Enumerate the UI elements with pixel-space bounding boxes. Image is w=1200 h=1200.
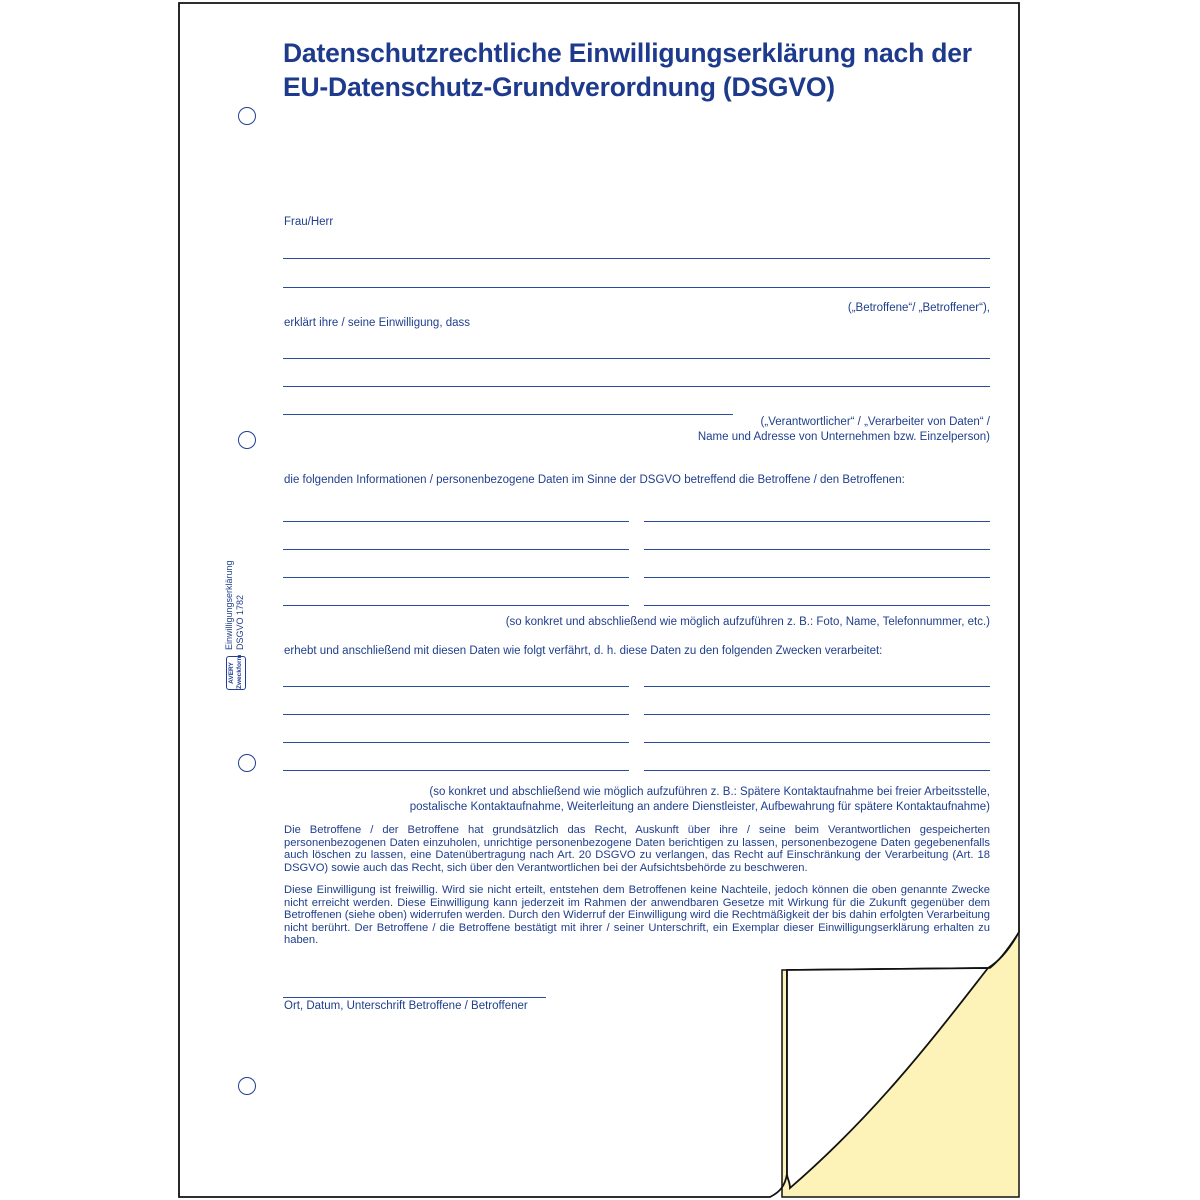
name-input-line-1[interactable] <box>283 258 990 259</box>
punch-hole-3 <box>238 754 256 772</box>
paragraph-rights: Die Betroffene / der Betroffene hat grundsätzlich das Recht, Auskunft über ihre / seine beim Verantwortlichen gespeicherten personenbezogenen Daten einzuholen, unrichtige personenbezogene Daten berichtigen zu lassen, personenbezogene Daten gegebenenfalls auch löschen zu lassen, eine Datenübertragung nach Art. 20 DSGVO zu verlangen, das Recht auf Einschränkung der Verarbeitung (Art. 18 DSGVO) sowie auch das Recht, sich über den Verantwortlichen bei der Aufsichtsbehörde zu beschweren. <box>284 824 990 874</box>
hint-daten: (so konkret und abschließend wie möglich aufzuführen z. B.: Foto, Name, Telefonnummer, etc.) <box>505 616 990 628</box>
data-input-left-4[interactable] <box>283 605 629 606</box>
form-sheet <box>178 2 1020 1198</box>
label-signature: Ort, Datum, Unterschrift Betroffene / Betroffener <box>284 1000 528 1012</box>
hint-zwecke-1: (so konkret und abschließend wie möglich aufzuführen z. B.: Spätere Kontaktaufnahme bei freier Arbeitsstelle, <box>429 786 990 798</box>
data-input-right-1[interactable] <box>644 521 990 522</box>
signature-line[interactable] <box>283 997 546 998</box>
label-erklaert: erklärt ihre / seine Einwilligung, dass <box>284 317 471 329</box>
data-input-right-4[interactable] <box>644 605 990 606</box>
label-zwecke: erhebt und anschließend mit diesen Daten wie folgt verfährt, d. h. diese Daten zu den folgenden Zwecken verarbeitet: <box>284 645 883 657</box>
name-input-line-2[interactable] <box>283 287 990 288</box>
side-product-label <box>220 540 260 690</box>
purpose-input-left-4[interactable] <box>283 770 629 771</box>
side-text-line-2: DSGVO 1782 <box>235 594 245 650</box>
label-verantwortlicher-1: („Verantwortlicher“ / „Verarbeiter von Daten“ / <box>760 416 990 428</box>
purpose-input-right-3[interactable] <box>644 742 990 743</box>
sheet-outline <box>178 2 1020 1198</box>
purpose-input-right-2[interactable] <box>644 714 990 715</box>
purpose-input-left-1[interactable] <box>283 686 629 687</box>
side-product-text <box>224 560 246 650</box>
controller-input-line-3[interactable] <box>283 414 733 415</box>
purpose-input-right-1[interactable] <box>644 686 990 687</box>
punch-hole-2 <box>238 431 256 449</box>
brand-line-1: AVERY <box>228 662 235 684</box>
data-input-right-3[interactable] <box>644 577 990 578</box>
controller-input-line-1[interactable] <box>283 358 990 359</box>
paragraph-voluntary: Diese Einwilligung ist freiwillig. Wird sie nicht erteilt, entstehen dem Betroffenen keine Nachteile, jedoch können die oben genannte Zwecke nicht erreicht werden. Diese Einwilligung kann jederzeit im Rahmen der anwendbaren Gesetze mit Wirkung für die Zukunft gegenüber dem Betroffenen (siehe oben) widerrufen werden. Durch den Widerruf der Einwilligung wird die Rechtmäßigkeit der bis dahin erfolgten Verarbeitung nicht berührt. Der Betroffene / die Betroffene bestätigt mit ihrer / seiner Unterschrift, ein Exemplar dieser Einwilligungserklärung erhalten zu haben. <box>284 884 990 946</box>
label-verantwortlicher-2: Name und Adresse von Unternehmen bzw. Einzelperson) <box>697 431 990 443</box>
punch-hole-1 <box>238 107 256 125</box>
data-input-left-3[interactable] <box>283 577 629 578</box>
label-betroffene: („Betroffene“/ „Betroffener“), <box>847 302 990 314</box>
punch-hole-4 <box>238 1077 256 1095</box>
purpose-input-right-4[interactable] <box>644 770 990 771</box>
side-text-line-1: Einwilligungserklärung <box>224 560 234 650</box>
form-title <box>283 36 1003 104</box>
form-title-line-2: EU-Datenschutz-Grundverordnung (DSGVO) <box>283 72 835 102</box>
purpose-input-left-2[interactable] <box>283 714 629 715</box>
label-informationen: die folgenden Informationen / personenbezogene Daten im Sinne der DSGVO betreffend die Betroffene / den Betroffenen: <box>284 474 905 486</box>
avery-logo <box>226 656 246 690</box>
controller-input-line-2[interactable] <box>283 386 990 387</box>
data-input-left-2[interactable] <box>283 549 629 550</box>
purpose-input-left-3[interactable] <box>283 742 629 743</box>
data-input-left-1[interactable] <box>283 521 629 522</box>
data-input-right-2[interactable] <box>644 549 990 550</box>
hint-zwecke-2: postalische Kontaktaufnahme, Weiterleitung an andere Dienstleister, Aufbewahrung für spätere Kontaktaufnahme) <box>409 801 990 813</box>
form-title-line-1: Datenschutzrechtliche Einwilligungserklärung nach der <box>283 38 972 68</box>
label-frau-herr: Frau/Herr <box>284 216 334 228</box>
brand-line-2: Zweckform <box>236 654 243 689</box>
